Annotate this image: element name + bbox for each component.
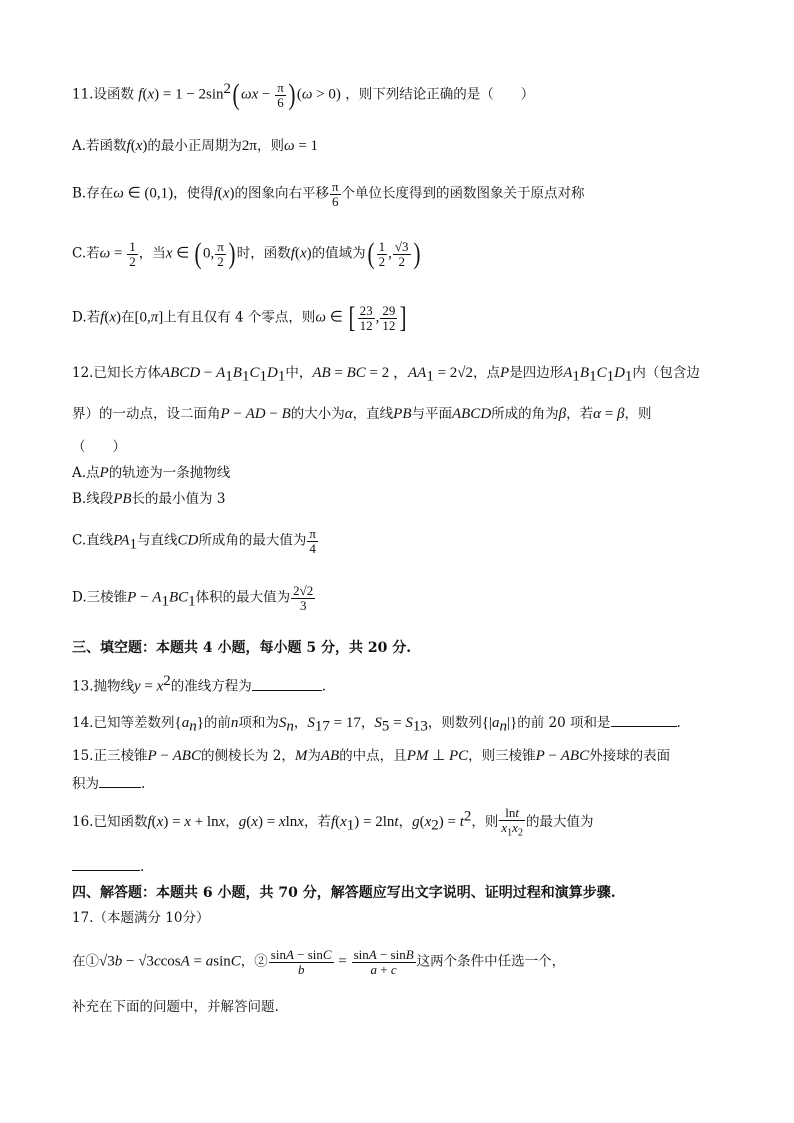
- q11-c-text: C.若: [72, 245, 100, 262]
- q14-mid4: ，: [360, 715, 375, 731]
- q11-c-mid1: ，当: [138, 245, 166, 262]
- q16-sep2: ，若: [303, 813, 331, 830]
- q15-line1: 15.正三棱锥P − ABC的侧棱长为 2，M为AB的中点，且PM ⊥ PC，则三棱锥P − ABC外接球的表面: [72, 748, 671, 764]
- q12-l1-mid2: ，点: [473, 365, 501, 381]
- q15-l2: 积为: [72, 776, 99, 792]
- q11-b-post: 个单位长度得到的函数图象关于原点对称: [341, 185, 585, 202]
- q17-pre: 在①: [72, 953, 99, 970]
- q11-b-mid1: ，使得: [173, 185, 214, 202]
- section4-heading: 四、解答题：本题共 6 小题，共 70 分，解答题应写出文字说明、证明过程和演算步骤.: [72, 885, 616, 901]
- q12-option-c: C.直线$PA_1$与直线CD所成角的最大值为 $\frac{\pi}{4}$: [72, 526, 316, 556]
- q16-blank: [72, 856, 140, 871]
- q15-line2: [72, 773, 145, 792]
- q12-l1-pre: 12.已知长方体: [72, 365, 161, 381]
- q11-stem-text: 11.设函数: [72, 86, 134, 103]
- q12-a-pre: A.点: [72, 465, 100, 481]
- q12-line1: 12.已知长方体ABCD − $A_1B_1C_1D_1$中，AB = BC = 2 ，$AA_1 = 2√2$，点P是四边形$A_1B_1C_1D_1$内（包含边: [72, 365, 700, 385]
- q11-option-b: B.存在ω ∈ (0,1)，使得f(x)的图象向右平移 $\frac{\pi}{6}$ 个单位长度得到的函数图象关于原点对称: [72, 179, 585, 209]
- q14-mid3: ，: [293, 715, 308, 731]
- q11-option-c: C.若ω = $\frac{1}{2}$ ，当x ∈ ( 0, $\frac{\pi}{2}$ ) 时，函数f(x)的值域为( $\frac{1}{2}$ , $\frac{√3}{2}$ ): [72, 237, 421, 270]
- q12-l2-c: ，直线: [352, 406, 394, 422]
- q11-option-a: A.若函数f(x)的最小正周期为2π，则ω = 1: [72, 138, 319, 154]
- q17-post: 这两个条件中任选一个，: [416, 953, 566, 970]
- q11-stem-tail: ，则下列结论正确的是（ ）: [345, 86, 535, 103]
- q12-option-a: A.点P的轨迹为一条抛物线: [72, 465, 231, 481]
- q11-stem: 11.设函数 $f(x) = 1 - 2\sin^2$( ωx − $\frac{\pi}{6}$ ) (ω > 0) ，则下列结论正确的是（ ）: [72, 78, 535, 111]
- q12-l1-mid1: 中，: [285, 365, 313, 381]
- q12-l2-f: ，若: [566, 406, 594, 422]
- q14-post: 的前 20 项和是: [517, 715, 611, 731]
- q12-c-mid: 与直线: [137, 532, 178, 549]
- q15-l1-mid4: ，则三棱锥: [468, 748, 536, 764]
- q17-title: 17.（本题满分 10分）: [72, 910, 210, 926]
- q16-pre: 16.已知函数: [72, 813, 148, 830]
- q12-l1-mid3: 是四边形: [509, 365, 564, 381]
- q16: 16.已知函数f(x) = x + lnx，g(x) = xlnx，若$f(x_1) = 2\ln t$，$g(x_2) = t^2$，则 $\frac{\ln t}{x_1x_2}$ 的最大值为: [72, 805, 594, 839]
- q12-c-post: 所成角的最大值为: [198, 532, 307, 549]
- q11-d-mid1: 在: [120, 309, 135, 326]
- q15-end: .: [141, 776, 146, 792]
- q14-end: .: [676, 715, 681, 731]
- q12-l2-e: 所成的角为: [491, 406, 559, 422]
- q13-post: 的准线方程为: [170, 678, 252, 695]
- q16-end: .: [140, 859, 145, 875]
- q13-end: .: [321, 678, 327, 695]
- q12-d-post: 体积的最大值为: [195, 589, 291, 606]
- q11-c-mid3: 的值域为: [311, 245, 366, 262]
- q12-option-d: D.三棱锥$P - A_1BC_1$体积的最大值为 $\frac{2√2}{3}$: [72, 583, 314, 613]
- q14-mid1: 的前: [203, 715, 231, 731]
- q16-answer-line: [72, 856, 144, 875]
- q15-l1-mid3: 的中点，且: [339, 748, 407, 764]
- q11-b-text: B.存在: [72, 185, 114, 202]
- q11-d-mid2: 上有且仅有 4 个零点，则: [163, 309, 316, 326]
- q16-sep4: ，则: [471, 813, 499, 830]
- q14: 14.已知等差数列$\{a_n\}$的前n项和为$S_n$，$S_{17} = 17$，$S_5 = S_{13}$，则数列$\{|a_n|\}$的前 20 项和是 .: [72, 712, 681, 736]
- q13-blank: [252, 676, 322, 691]
- q11-c-mid2: 时，函数: [236, 245, 291, 262]
- q14-pre: 14.已知等差数列: [72, 715, 175, 731]
- q12-line2: 界）的一动点，设二面角P − AD − B的大小为α，直线PB与平面ABCD所成的角为β，若α = β，则: [72, 406, 652, 422]
- q11-a-text: A.若函数: [72, 138, 127, 154]
- q12-l2-d: 与平面: [411, 406, 452, 422]
- q12-line3: [72, 439, 126, 455]
- q12-l2-b: 的大小为: [290, 406, 345, 422]
- q12-l3: （ ）: [72, 439, 126, 455]
- q15-l1-post: 外接球的表面: [589, 748, 671, 764]
- q12-d-pre: D.三棱锥: [72, 589, 128, 606]
- q11-option-d: D.若f(x)在[0,π]上有且仅有 4 个零点，则ω ∈ [ $\frac{23}{12}$ , $\frac{29}{12}$ ]: [72, 301, 407, 334]
- q11-b-mid2: 的图象向右平移: [234, 185, 329, 202]
- q16-post: 的最大值为: [525, 813, 594, 830]
- q15-l1-mid1: 的侧棱长为 2，: [200, 748, 295, 764]
- q17-mid: ，②: [240, 953, 268, 970]
- q13: 13.抛物线$y = x^2$的准线方程为 .: [72, 673, 327, 695]
- q11-a-post: ，则: [256, 138, 284, 154]
- q14-blank: [611, 712, 677, 727]
- q15-l1-mid2: 为: [307, 748, 321, 764]
- section3-heading: 三、填空题：本题共 4 小题，每小题 5 分，共 20 分.: [72, 640, 412, 656]
- q12-b-pre: B.线段: [72, 491, 114, 507]
- q12-c-pre: C.直线: [72, 532, 114, 549]
- q15-blank: [99, 773, 141, 788]
- q12-option-b: B.线段PB长的最小值为 3: [72, 491, 226, 507]
- q17-line2: 补充在下面的问题中，并解答问题.: [72, 999, 279, 1015]
- q12-l2-g: ，则: [624, 406, 652, 422]
- q14-mid2: 项和为: [238, 715, 279, 731]
- q14-mid5: ，则数列: [427, 715, 482, 731]
- q17-conditions: 在①√3b − √3ccosA = asinC，② $\frac{\sin A - \sin C}{b}$ = $\frac{\sin A - \sin B}{a + c}$ 这两个条件中任选一个，: [72, 947, 566, 977]
- q12-l1-post: 内（包含边: [632, 365, 700, 381]
- q12-l2-a: 界）的一动点，设二面角: [72, 406, 221, 422]
- q16-sep1: ，: [225, 813, 239, 830]
- q15-l1-pre: 15.正三棱锥: [72, 748, 148, 764]
- q11-a-mid: 的最小正周期为: [147, 138, 242, 154]
- q13-pre: 13.抛物线: [72, 678, 134, 695]
- q12-b-post: 长的最小值为 3: [131, 491, 226, 507]
- q11-d-text: D.若: [72, 309, 101, 326]
- q16-sep3: ，: [398, 813, 413, 830]
- q12-a-post: 的轨迹为一条抛物线: [108, 465, 231, 481]
